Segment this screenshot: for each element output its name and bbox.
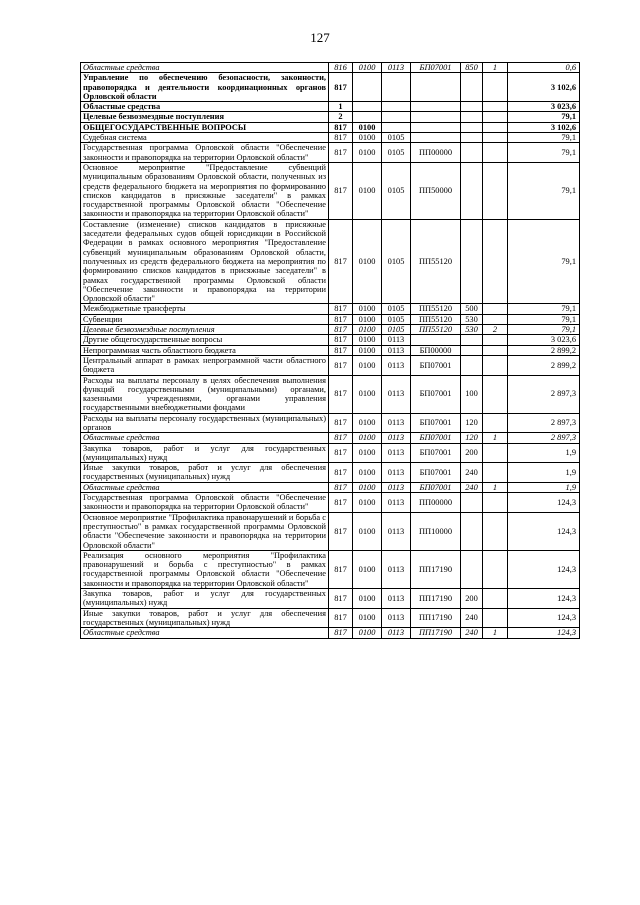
expense-type-cell [461,550,483,588]
section-code-cell: 0100 [353,162,382,219]
expense-name-cell: Государственная программа Орловской области "Обеспечение законности и правопорядка на территории Орловской области" [81,493,329,513]
amount-cell: 79,1 [508,143,580,163]
department-code-cell: 817 [329,133,353,143]
funding-source-cell [483,345,508,355]
section-code-cell: 0100 [353,493,382,513]
table-row [81,628,580,638]
department-code-cell: 1 [329,102,353,112]
department-code-cell: 817 [329,628,353,638]
expense-type-cell: 240 [461,608,483,628]
subsection-code-cell: 0105 [382,304,411,314]
table-row [81,433,580,443]
expense-name-cell: Областные средства [81,433,329,443]
expense-type-cell [461,143,483,163]
expense-name-cell: Другие общегосударственные вопросы [81,335,329,345]
subsection-code-cell: 0113 [382,589,411,609]
target-article-cell [411,122,461,132]
department-code-cell: 817 [329,375,353,413]
table-row [81,335,580,345]
funding-source-cell [483,550,508,588]
section-code-cell: 0100 [353,375,382,413]
expense-name-cell: Иные закупки товаров, работ и услуг для обеспечения государственных (муниципальных) нужд [81,608,329,628]
subsection-code-cell: 0113 [382,628,411,638]
subsection-code-cell: 0113 [382,443,411,463]
amount-cell: 79,1 [508,304,580,314]
target-article-cell: ПП00000 [411,143,461,163]
expense-type-cell: 200 [461,443,483,463]
amount-cell: 0,6 [508,63,580,73]
table-row [81,325,580,335]
subsection-code-cell: 0113 [382,512,411,550]
department-code-cell: 817 [329,345,353,355]
expense-type-cell: 530 [461,314,483,324]
target-article-cell: БП07001 [411,63,461,73]
target-article-cell [411,112,461,122]
funding-source-cell [483,413,508,433]
department-code-cell: 817 [329,143,353,163]
expense-type-cell: 120 [461,413,483,433]
expense-type-cell [461,335,483,345]
section-code-cell: 0100 [353,463,382,483]
expense-name-cell: ОБЩЕГОСУДАРСТВЕННЫЕ ВОПРОСЫ [81,122,329,132]
table-row [81,375,580,413]
target-article-cell: ПП17190 [411,608,461,628]
table-row [81,143,580,163]
amount-cell: 124,3 [508,589,580,609]
amount-cell: 124,3 [508,608,580,628]
section-code-cell: 0100 [353,355,382,375]
subsection-code-cell: 0113 [382,608,411,628]
target-article-cell [411,133,461,143]
expense-name-cell: Управление по обеспечению безопасности, законности, правопорядка и деятельности координационных органов Орловской области [81,73,329,102]
expense-type-cell: 850 [461,63,483,73]
department-code-cell: 817 [329,443,353,463]
section-code-cell: 0100 [353,589,382,609]
department-code-cell: 816 [329,63,353,73]
subsection-code-cell: 0113 [382,482,411,492]
page-number: 127 [310,30,330,45]
table-row [81,443,580,463]
target-article-cell [411,73,461,102]
target-article-cell: ПП00000 [411,493,461,513]
table-row [81,482,580,492]
department-code-cell: 817 [329,314,353,324]
table-row [81,493,580,513]
table-row [81,413,580,433]
expense-name-cell: Целевые безвозмездные поступления [81,112,329,122]
target-article-cell: БП07001 [411,463,461,483]
amount-cell: 79,1 [508,219,580,304]
funding-source-cell [483,314,508,324]
expense-name-cell: Иные закупки товаров, работ и услуг для обеспечения государственных (муниципальных) нужд [81,463,329,483]
expense-type-cell [461,102,483,112]
table-row [81,314,580,324]
budget-table [80,62,580,639]
department-code-cell: 817 [329,413,353,433]
amount-cell: 79,1 [508,325,580,335]
funding-source-cell [483,463,508,483]
expense-type-cell [461,162,483,219]
amount-cell: 2 897,3 [508,375,580,413]
expense-name-cell: Основное мероприятие "Предоставление субвенций муниципальным образованиям Орловской области, полученных из средств федерального бюджета на мероприятия по формированию списков кандидатов в присяжные заседатели" в рамках государственной программы Орловской области "Обеспечение законности и правопорядка на территории Орловской области" [81,162,329,219]
expense-name-cell: Государственная программа Орловской области "Обеспечение законности и правопорядка на территории Орловской области" [81,143,329,163]
table-row [81,345,580,355]
amount-cell: 3 102,6 [508,73,580,102]
expense-type-cell [461,512,483,550]
department-code-cell: 817 [329,482,353,492]
amount-cell: 79,1 [508,133,580,143]
amount-cell: 79,1 [508,162,580,219]
section-code-cell: 0100 [353,413,382,433]
funding-source-cell [483,375,508,413]
subsection-code-cell: 0105 [382,162,411,219]
section-code-cell [353,102,382,112]
department-code-cell: 817 [329,325,353,335]
department-code-cell: 817 [329,512,353,550]
funding-source-cell [483,73,508,102]
target-article-cell [411,102,461,112]
department-code-cell: 817 [329,73,353,102]
expense-name-cell: Областные средства [81,482,329,492]
target-article-cell: БП07001 [411,443,461,463]
subsection-code-cell: 0105 [382,219,411,304]
subsection-code-cell: 0113 [382,375,411,413]
table-row [81,550,580,588]
expense-name-cell: Центральный аппарат в рамках непрограммной части областного бюджета [81,355,329,375]
table-row [81,63,580,73]
expense-type-cell: 240 [461,628,483,638]
expense-name-cell: Непрограммная часть областного бюджета [81,345,329,355]
table-row [81,219,580,304]
funding-source-cell: 1 [483,628,508,638]
department-code-cell: 817 [329,463,353,483]
table-row [81,512,580,550]
amount-cell: 3 023,6 [508,335,580,345]
department-code-cell: 817 [329,122,353,132]
target-article-cell: БП00000 [411,345,461,355]
subsection-code-cell [382,102,411,112]
funding-source-cell [483,589,508,609]
target-article-cell: ПП17190 [411,589,461,609]
funding-source-cell: 1 [483,433,508,443]
section-code-cell: 0100 [353,133,382,143]
department-code-cell: 817 [329,493,353,513]
table-row [81,608,580,628]
table-row [81,112,580,122]
table-row [81,355,580,375]
funding-source-cell [483,512,508,550]
department-code-cell: 2 [329,112,353,122]
amount-cell: 124,3 [508,512,580,550]
table-row [81,133,580,143]
target-article-cell: БП07001 [411,433,461,443]
table-row [81,122,580,132]
expense-name-cell: Расходы на выплаты персоналу государственных (муниципальных) органов [81,413,329,433]
section-code-cell: 0100 [353,325,382,335]
section-code-cell: 0100 [353,335,382,345]
budget-table-body [81,63,580,639]
section-code-cell: 0100 [353,433,382,443]
subsection-code-cell: 0113 [382,355,411,375]
amount-cell: 1,9 [508,482,580,492]
section-code-cell: 0100 [353,608,382,628]
section-code-cell: 0100 [353,314,382,324]
amount-cell: 124,3 [508,550,580,588]
amount-cell: 2 897,3 [508,433,580,443]
expense-type-cell: 500 [461,304,483,314]
target-article-cell: ПП55120 [411,219,461,304]
expense-type-cell [461,219,483,304]
expense-name-cell: Составление (изменение) списков кандидатов в присяжные заседатели федеральных судов общей юрисдикции в Российской Федерации в рамках основного мероприятия "Предоставление субвенций муниципальным образованиям Орловской области, полученных из средств федерального бюджета на мероприятия по формированию списков кандидатов в присяжные заседатели" в рамках государственной программы Орловской области "Обеспечение законности и правопорядка на территории Орловской области" [81,219,329,304]
expense-name-cell: Реализация основного мероприятия "Профилактика правонарушений и борьба с преступностью" в рамках государственной программы Орловской области "Обеспечение законности и правопорядка на территории Орловской области" [81,550,329,588]
subsection-code-cell: 0113 [382,463,411,483]
department-code-cell: 817 [329,335,353,345]
section-code-cell: 0100 [353,550,382,588]
funding-source-cell [483,133,508,143]
funding-source-cell [483,219,508,304]
table-row [81,463,580,483]
subsection-code-cell: 0113 [382,433,411,443]
target-article-cell: БП07001 [411,413,461,433]
table-row [81,162,580,219]
section-code-cell: 0100 [353,443,382,463]
funding-source-cell [483,304,508,314]
department-code-cell: 817 [329,355,353,375]
amount-cell: 124,3 [508,493,580,513]
funding-source-cell: 1 [483,482,508,492]
subsection-code-cell: 0105 [382,143,411,163]
expense-name-cell: Закупка товаров, работ и услуг для государственных (муниципальных) нужд [81,589,329,609]
funding-source-cell [483,335,508,345]
subsection-code-cell [382,73,411,102]
expense-type-cell [461,122,483,132]
subsection-code-cell [382,122,411,132]
department-code-cell: 817 [329,589,353,609]
target-article-cell: ПП55120 [411,314,461,324]
department-code-cell: 817 [329,304,353,314]
amount-cell: 1,9 [508,443,580,463]
expense-name-cell: Областные средства [81,628,329,638]
target-article-cell: ПП17190 [411,628,461,638]
table-row [81,304,580,314]
expense-name-cell: Межбюджетные трансферты [81,304,329,314]
expense-type-cell [461,345,483,355]
subsection-code-cell: 0113 [382,335,411,345]
funding-source-cell [483,122,508,132]
amount-cell: 2 899,2 [508,355,580,375]
expense-type-cell: 530 [461,325,483,335]
section-code-cell: 0100 [353,143,382,163]
department-code-cell: 817 [329,433,353,443]
table-row [81,73,580,102]
subsection-code-cell: 0113 [382,413,411,433]
department-code-cell: 817 [329,550,353,588]
funding-source-cell [483,112,508,122]
subsection-code-cell: 0113 [382,63,411,73]
expense-type-cell [461,493,483,513]
expense-type-cell: 240 [461,482,483,492]
funding-source-cell: 2 [483,325,508,335]
expense-type-cell [461,133,483,143]
expense-name-cell: Целевые безвозмездные поступления [81,325,329,335]
section-code-cell: 0100 [353,219,382,304]
target-article-cell: ПП55120 [411,304,461,314]
subsection-code-cell [382,112,411,122]
funding-source-cell [483,162,508,219]
target-article-cell: БП07001 [411,375,461,413]
funding-source-cell [483,493,508,513]
target-article-cell: ПП10000 [411,512,461,550]
expense-type-cell [461,355,483,375]
expense-type-cell: 240 [461,463,483,483]
target-article-cell: ПП55120 [411,325,461,335]
expense-name-cell: Основное мероприятие "Профилактика правонарушений и борьба с преступностью" в рамках государственной программы Орловской области "Обеспечение законности и правопорядка на территории Орловской области" [81,512,329,550]
funding-source-cell [483,355,508,375]
expense-name-cell: Расходы на выплаты персоналу в целях обеспечения выполнения функций государственными (муниципальными) органами, казенными учреждениями, органами управления государственными внебюджетными фондами [81,375,329,413]
expense-name-cell: Субвенции [81,314,329,324]
funding-source-cell: 1 [483,63,508,73]
section-code-cell [353,112,382,122]
amount-cell: 3 102,6 [508,122,580,132]
subsection-code-cell: 0113 [382,345,411,355]
funding-source-cell [483,102,508,112]
funding-source-cell [483,608,508,628]
target-article-cell: БП07001 [411,355,461,375]
section-code-cell: 0100 [353,122,382,132]
section-code-cell: 0100 [353,304,382,314]
amount-cell: 79,1 [508,112,580,122]
expense-type-cell: 200 [461,589,483,609]
department-code-cell: 817 [329,162,353,219]
subsection-code-cell: 0105 [382,314,411,324]
department-code-cell: 817 [329,608,353,628]
target-article-cell: БП07001 [411,482,461,492]
target-article-cell [411,335,461,345]
funding-source-cell [483,443,508,463]
subsection-code-cell: 0113 [382,550,411,588]
target-article-cell: ПП50000 [411,162,461,219]
table-row [81,102,580,112]
expense-name-cell: Судебная система [81,133,329,143]
expense-type-cell: 100 [461,375,483,413]
department-code-cell: 817 [329,219,353,304]
section-code-cell [353,73,382,102]
section-code-cell: 0100 [353,345,382,355]
expense-type-cell: 120 [461,433,483,443]
subsection-code-cell: 0105 [382,325,411,335]
amount-cell: 2 899,2 [508,345,580,355]
expense-type-cell [461,112,483,122]
section-code-cell: 0100 [353,482,382,492]
expense-name-cell: Закупка товаров, работ и услуг для государственных (муниципальных) нужд [81,443,329,463]
amount-cell: 3 023,6 [508,102,580,112]
expense-name-cell: Областные средства [81,63,329,73]
subsection-code-cell: 0113 [382,493,411,513]
expense-name-cell: Областные средства [81,102,329,112]
section-code-cell: 0100 [353,628,382,638]
amount-cell: 79,1 [508,314,580,324]
section-code-cell: 0100 [353,512,382,550]
expense-type-cell [461,73,483,102]
funding-source-cell [483,143,508,163]
amount-cell: 1,9 [508,463,580,483]
section-code-cell: 0100 [353,63,382,73]
subsection-code-cell: 0105 [382,133,411,143]
amount-cell: 2 897,3 [508,413,580,433]
table-row [81,589,580,609]
target-article-cell: ПП17190 [411,550,461,588]
amount-cell: 124,3 [508,628,580,638]
